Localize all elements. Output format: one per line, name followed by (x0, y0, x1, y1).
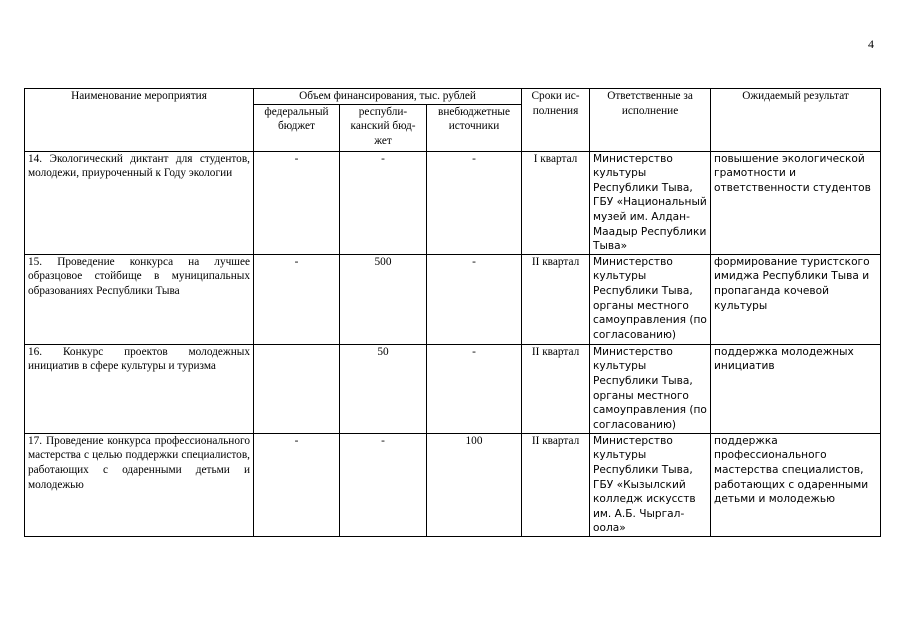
header-funding: Объем финансирования, тыс. рублей (254, 89, 522, 105)
result-cell: повышение экологической грамотности и ответственности студентов (711, 151, 881, 254)
offbudget-cell: 100 (427, 433, 522, 536)
header-row (25, 89, 881, 105)
responsible-cell: Министерство культуры Республики Тыва, ГБУ «Кызылский колледж искусств им. А.Б. Чыргал-оола» (590, 433, 711, 536)
page-number: 4 (868, 37, 874, 51)
event-name-cell: 14. Экологический диктант для студентов, молодежи, приуроченный к Году экологии (25, 151, 254, 254)
deadline-cell: II квартал (522, 254, 590, 344)
offbudget-cell: - (427, 151, 522, 254)
offbudget-cell: - (427, 254, 522, 344)
federal-cell: - (254, 433, 340, 536)
deadline-cell: II квартал (522, 344, 590, 433)
header-republican: республи-канский бюд-жет (340, 104, 427, 151)
event-name-cell: 15. Проведение конкурса на лучшее образцовое стойбище в муниципальных образованиях Республики Тыва (25, 254, 254, 344)
republican-cell: 500 (340, 254, 427, 344)
deadline-cell: I квартал (522, 151, 590, 254)
event-name-cell: 16. Конкурс проектов молодежных инициатив в сфере культуры и туризма (25, 344, 254, 433)
republican-cell: - (340, 151, 427, 254)
offbudget-cell: - (427, 344, 522, 433)
federal-cell: - (254, 151, 340, 254)
table-row (25, 344, 881, 433)
republican-cell: 50 (340, 344, 427, 433)
table-row (25, 254, 881, 344)
responsible-cell: Министерство культуры Республики Тыва, ГБУ «Национальный музей им. Алдан-Маадыр Республики Тыва» (590, 151, 711, 254)
event-name-cell: 17. Проведение конкурса профессионального мастерства с целью поддержки специалистов, работающих с одаренными детьми и молодежью (25, 433, 254, 536)
result-cell: поддержка молодежных инициатив (711, 344, 881, 433)
deadline-cell: II квартал (522, 433, 590, 536)
federal-cell: - (254, 254, 340, 344)
header-responsible: Ответственные за исполнение (590, 89, 711, 152)
header-result: Ожидаемый результат (711, 89, 881, 152)
responsible-cell: Министерство культуры Республики Тыва, органы местного самоуправления (по согласованию) (590, 344, 711, 433)
events-table (24, 88, 881, 537)
table-row (25, 151, 881, 254)
result-cell: поддержка профессионального мастерства специалистов, работающих с одаренными детьми и молодежью (711, 433, 881, 536)
header-federal: федеральный бюджет (254, 104, 340, 151)
header-offbudget: внебюджетные источники (427, 104, 522, 151)
result-cell: формирование туристского имиджа Республики Тыва и пропаганда кочевой культуры (711, 254, 881, 344)
federal-cell (254, 344, 340, 433)
responsible-cell: Министерство культуры Республики Тыва, органы местного самоуправления (по согласованию) (590, 254, 711, 344)
table-row (25, 433, 881, 536)
header-deadline: Сроки ис-полнения (522, 89, 590, 152)
header-name: Наименование мероприятия (25, 89, 254, 152)
republican-cell: - (340, 433, 427, 536)
